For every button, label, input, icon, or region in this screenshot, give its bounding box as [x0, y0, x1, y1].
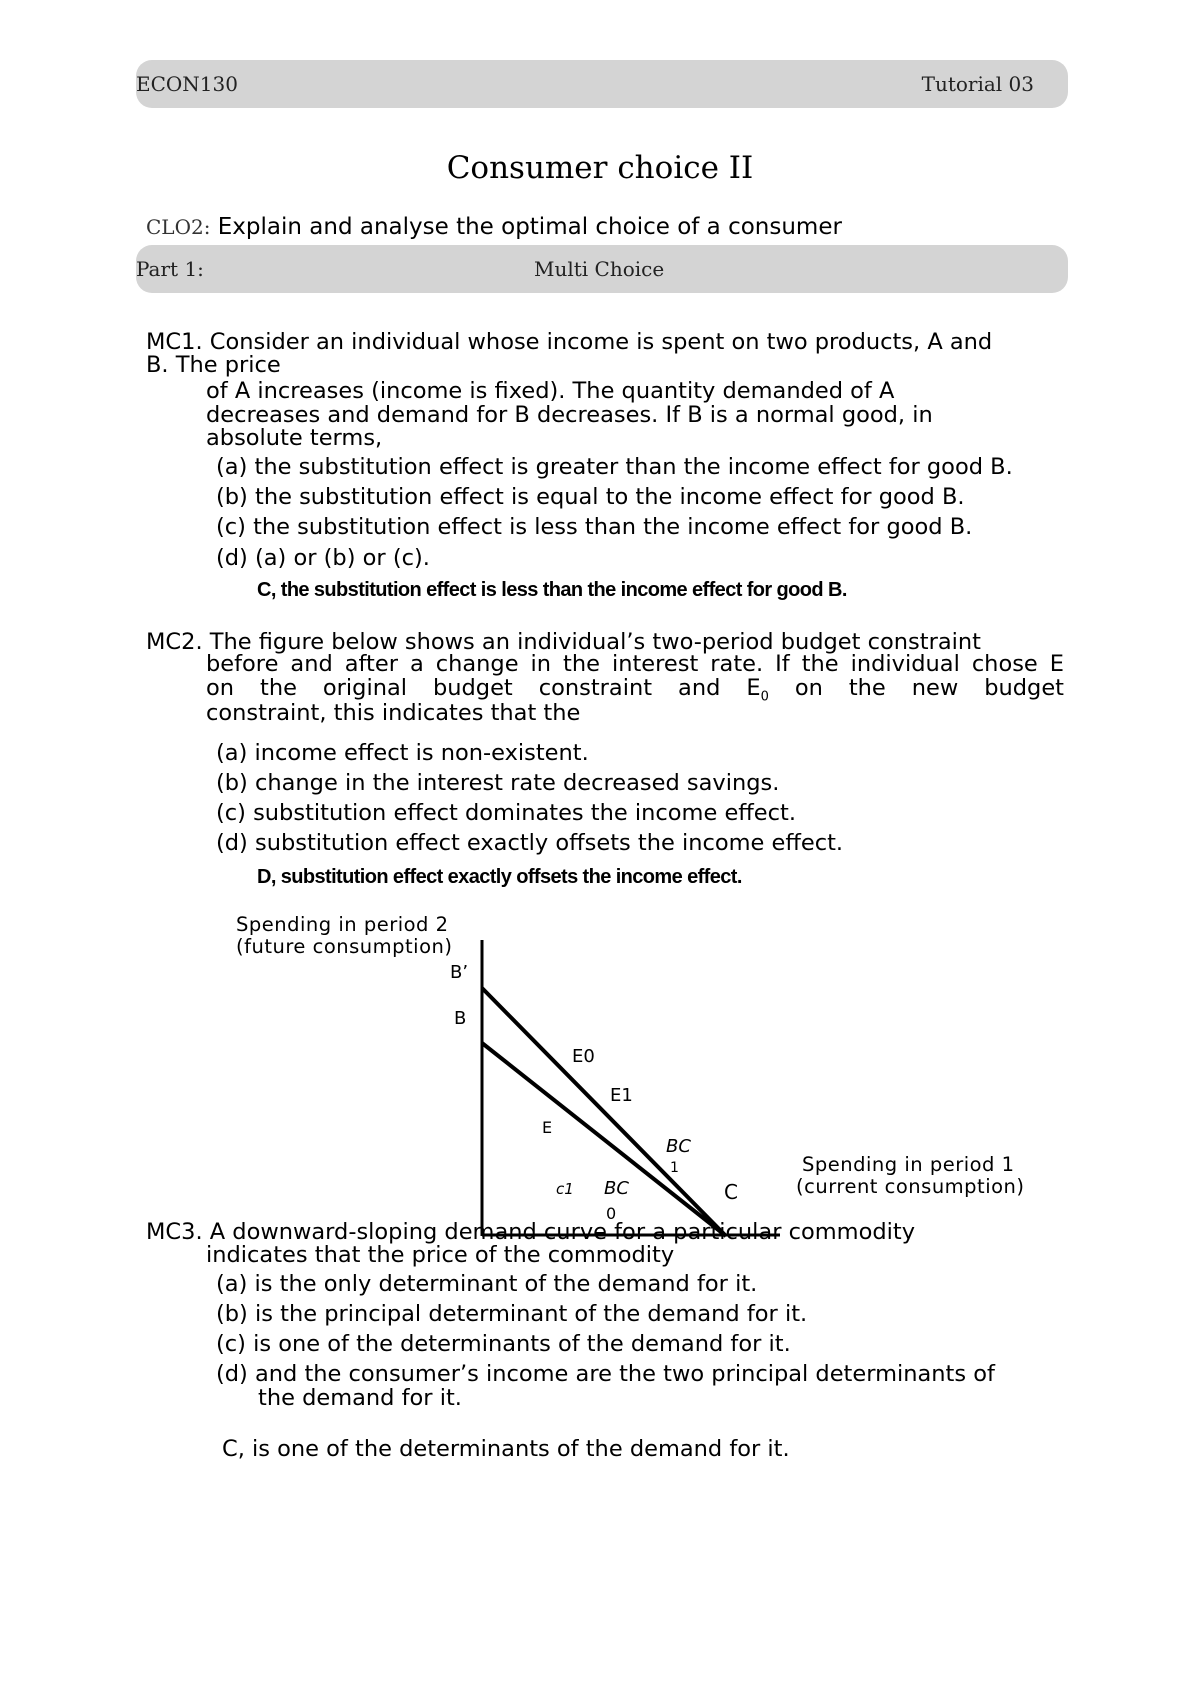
mc3-line-2: indicates that the price of the commodity: [206, 1242, 675, 1268]
mc1-option-c: (c) the substitution effect is less than the income effect for good B.: [216, 514, 973, 540]
mc3-option-c: (c) is one of the determinants of the demand for it.: [216, 1331, 791, 1357]
x-axis-label-2: (current consumption): [796, 1175, 1025, 1198]
mc2-line-3-sub: 0: [760, 689, 769, 705]
tutorial-number: Tutorial 03: [921, 72, 1034, 96]
course-code: ECON130: [136, 72, 238, 96]
mc1-answer: C, the substitution effect is less than the income effect for good B.: [257, 579, 847, 601]
mc2-line-2: before and after a change in the interest rate. If the individual chose E: [206, 651, 1064, 677]
part-label: Part 1:: [136, 257, 204, 281]
y-axis-label-1: Spending in period 2: [236, 913, 449, 936]
label-bc0: BC: [604, 1178, 629, 1199]
mc1-option-a: (a) the substitution effect is greater than the income effect for good B.: [216, 454, 1013, 480]
mc2-line-3-end: on the new budget: [768, 675, 1064, 701]
label-e0: E0: [572, 1046, 595, 1067]
clo-label: CLO2:: [146, 215, 211, 239]
mc2-answer: D, substitution effect exactly offsets the income effect.: [257, 866, 742, 888]
x-axis-label-1: Spending in period 1: [802, 1153, 1015, 1176]
label-bc1: BC: [666, 1136, 691, 1157]
mc3-option-d-1: (d) and the consumer’s income are the two principal determinants of: [216, 1361, 995, 1387]
mc1-option-d: (d) (a) or (b) or (c).: [216, 545, 430, 571]
mc1-line-2: B. The price: [146, 352, 281, 378]
mc3-option-a: (a) is the only determinant of the demand for it.: [216, 1271, 758, 1297]
mc1-line-4: decreases and demand for B decreases. If B is a normal good, in: [206, 402, 933, 428]
mc2-line-3-start: on the original budget constraint and E: [206, 675, 761, 701]
mc2-line-4: constraint, this indicates that the: [206, 700, 581, 726]
mc2-option-a: (a) income effect is non-existent.: [216, 740, 589, 766]
mc2-option-d: (d) substitution effect exactly offsets the income effect.: [216, 830, 844, 856]
mc3-option-d-2: the demand for it.: [258, 1385, 462, 1411]
label-bc1-sub: 1: [670, 1160, 679, 1176]
mc1-option-b: (b) the substitution effect is equal to the income effect for good B.: [216, 484, 965, 510]
mc2-option-c: (c) substitution effect dominates the income effect.: [216, 800, 796, 826]
label-bc0-sub: 0: [606, 1204, 617, 1223]
mc3-option-b: (b) is the principal determinant of the demand for it.: [216, 1301, 808, 1327]
y-axis-label-2: (future consumption): [236, 935, 453, 958]
mc1-line-5: absolute terms,: [206, 425, 383, 451]
label-e1: E1: [610, 1085, 633, 1106]
label-b: B: [454, 1008, 467, 1029]
label-c: C: [724, 1180, 738, 1204]
label-e: E: [542, 1118, 553, 1137]
mc2-line-1: MC2. The figure below shows an individual’s two-period budget constraint: [146, 629, 981, 655]
page-title: Consumer choice II: [446, 150, 754, 186]
mc3-answer: C, is one of the determinants of the demand for it.: [222, 1436, 790, 1462]
mc1-line-3: of A increases (income is fixed). The quantity demanded of A: [206, 378, 895, 404]
label-c1: c1: [556, 1180, 574, 1198]
mc3-line-1: MC3. A downward-sloping demand curve for a particular commodity: [146, 1219, 916, 1245]
clo-text: Explain and analyse the optimal choice of a consumer: [217, 214, 842, 240]
label-b-prime: B’: [450, 962, 469, 983]
mc1-line-1: MC1. Consider an individual whose income is spent on two products, A and: [146, 329, 993, 355]
mc2-option-b: (b) change in the interest rate decreased savings.: [216, 770, 780, 796]
part-name: Multi Choice: [534, 257, 665, 281]
